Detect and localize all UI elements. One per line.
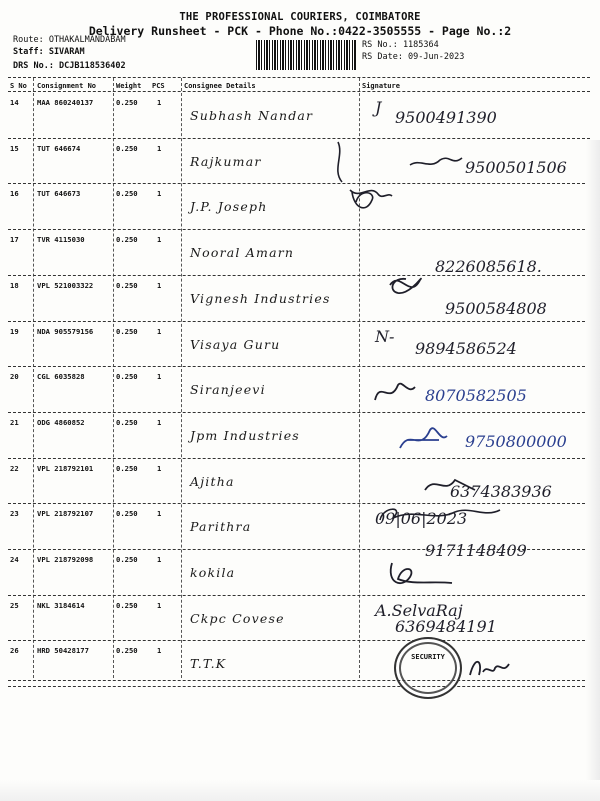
row-divider bbox=[8, 321, 590, 322]
row-pcs: 1 bbox=[157, 646, 162, 656]
row-consignee: Jpm Industries bbox=[190, 427, 300, 443]
row-consignee: kokila bbox=[190, 565, 236, 580]
col-consignment: Consignment No bbox=[37, 82, 97, 90]
row-signature-phone: 6369484191 bbox=[395, 616, 497, 636]
column-header-divider bbox=[8, 91, 590, 92]
row-consignment-no: MAA 860240137 bbox=[37, 98, 94, 107]
column-separator bbox=[33, 78, 34, 678]
row-pcs: 1 bbox=[157, 600, 162, 610]
row-weight: 0.250 bbox=[116, 326, 138, 336]
row-consignment-no: NDA 905579156 bbox=[37, 326, 94, 336]
row-pcs: 1 bbox=[157, 143, 162, 153]
row-weight: 0.250 bbox=[116, 372, 138, 382]
row-consignment-no: TUT 646673 bbox=[37, 189, 81, 199]
row-pcs: 1 bbox=[157, 417, 162, 427]
row-sno: 24 bbox=[10, 555, 19, 564]
row-divider bbox=[8, 412, 590, 413]
col-weight: Weight bbox=[116, 82, 142, 90]
row-signature-name: N- bbox=[375, 326, 395, 346]
drs-number: DRS No.: DCJB118536402 bbox=[13, 61, 126, 71]
row-weight: 0.250 bbox=[116, 189, 138, 199]
row-consignee: T.T.K bbox=[190, 656, 227, 672]
row-consignee: Rajkumar bbox=[190, 153, 262, 169]
row-consignee: Parithra bbox=[190, 519, 252, 535]
row-consignee: Nooral Amarn bbox=[190, 245, 295, 261]
row-signature-phone: 9171148409 bbox=[425, 541, 527, 561]
row-consignee: Ajitha bbox=[190, 473, 235, 489]
row-divider bbox=[8, 686, 590, 687]
row-consignment-no: TUT 646674 bbox=[37, 143, 81, 153]
row-sno: 26 bbox=[10, 646, 19, 656]
stamp-text: SECURITY bbox=[411, 653, 445, 661]
row-sno: 15 bbox=[10, 143, 19, 153]
col-signature: Signature bbox=[362, 82, 400, 90]
row-consignment-no: ODG 4860852 bbox=[37, 417, 85, 427]
row-sno: 19 bbox=[10, 326, 19, 336]
row-signature-phone: 9750800000 bbox=[465, 431, 567, 451]
row-consignment-no: VPL 218792098 bbox=[37, 555, 94, 564]
col-sno: S No bbox=[10, 82, 27, 90]
row-consignment-no: VPL 218792107 bbox=[37, 509, 94, 519]
col-consignee: Consignee Details bbox=[184, 82, 256, 90]
row-signature-phone: 8070582505 bbox=[425, 386, 527, 406]
row-pcs: 1 bbox=[157, 235, 162, 245]
row-divider bbox=[8, 366, 590, 367]
col-pcs: PCS bbox=[152, 82, 165, 90]
row-consignee: Visaya Guru bbox=[190, 336, 281, 352]
row-consignment-no: NKL 3184614 bbox=[37, 600, 85, 610]
row-weight: 0.250 bbox=[116, 417, 138, 427]
row-sno: 25 bbox=[10, 600, 19, 610]
rs-number: RS No.: 1185364 bbox=[362, 40, 439, 50]
row-signature-phone: 6374383936 bbox=[450, 481, 552, 501]
row-weight: 0.250 bbox=[116, 600, 138, 610]
row-pcs: 1 bbox=[157, 98, 162, 107]
row-divider bbox=[8, 275, 590, 276]
row-sno: 18 bbox=[10, 280, 19, 290]
company-title: THE PROFESSIONAL COURIERS, COIMBATORE bbox=[179, 11, 421, 23]
row-consignment-no: CGL 6035828 bbox=[37, 372, 85, 382]
row-sno: 22 bbox=[10, 463, 19, 473]
row-signature-name: A.SelvaRaj bbox=[375, 600, 463, 620]
row-consignment-no: VPL 218792101 bbox=[37, 463, 94, 473]
row-weight: 0.250 bbox=[116, 555, 138, 564]
row-weight: 0.250 bbox=[116, 280, 138, 290]
barcode bbox=[256, 40, 356, 70]
row-consignment-no: VPL 521003322 bbox=[37, 280, 94, 290]
signature-scribble bbox=[395, 418, 455, 458]
row-signature-phone: 8226085618. bbox=[435, 257, 542, 277]
row-consignee: Vignesh Industries bbox=[190, 290, 331, 306]
row-sno: 16 bbox=[10, 189, 19, 199]
row-divider bbox=[8, 549, 590, 550]
row-weight: 0.250 bbox=[116, 235, 138, 245]
row-weight: 0.250 bbox=[116, 143, 138, 153]
rs-date: RS Date: 09-Jun-2023 bbox=[362, 52, 465, 62]
row-sno: 17 bbox=[10, 235, 19, 245]
row-pcs: 1 bbox=[157, 555, 162, 564]
security-stamp bbox=[394, 637, 462, 699]
row-consignee: Siranjeevi bbox=[190, 382, 266, 398]
row-consignment-no: HRD 50428177 bbox=[37, 646, 89, 656]
row-weight: 0.250 bbox=[116, 509, 138, 519]
row-consignee: Subhash Nandar bbox=[190, 108, 314, 123]
row-consignment-no: TVR 4115030 bbox=[37, 235, 85, 245]
signature-scribble bbox=[330, 130, 530, 230]
row-pcs: 1 bbox=[157, 463, 162, 473]
row-sno: 21 bbox=[10, 417, 19, 427]
row-sno: 20 bbox=[10, 372, 19, 382]
row-sno: 14 bbox=[10, 98, 19, 107]
route-label: Route: OTHAKALMANDABAM bbox=[13, 35, 126, 45]
row-signature-name: J bbox=[375, 98, 382, 117]
row-weight: 0.250 bbox=[116, 98, 138, 107]
scan-edge-shadow bbox=[586, 140, 600, 801]
row-signature-phone: 9894586524 bbox=[415, 338, 517, 358]
row-divider bbox=[8, 595, 590, 596]
row-signature-phone: 9500584808 bbox=[445, 298, 547, 318]
row-pcs: 1 bbox=[157, 326, 162, 336]
column-separator bbox=[113, 78, 114, 678]
signature-scribble bbox=[382, 555, 462, 595]
row-weight: 0.250 bbox=[116, 646, 138, 656]
column-separator bbox=[181, 78, 182, 678]
signature-scribble bbox=[370, 375, 420, 410]
signature-scribble bbox=[375, 500, 505, 530]
scan-edge-shadow bbox=[0, 780, 600, 801]
row-pcs: 1 bbox=[157, 189, 162, 199]
row-weight: 0.250 bbox=[116, 463, 138, 473]
row-signature-phone: 9500501506 bbox=[465, 157, 567, 177]
runsheet-subtitle: Delivery Runsheet - PCK - Phone No.:0422-3505555 - Page No.:2 bbox=[88, 24, 512, 38]
table-end-divider bbox=[8, 680, 590, 681]
row-pcs: 1 bbox=[157, 280, 162, 290]
row-signature-phone: 9500491390 bbox=[395, 108, 497, 127]
row-signature-name: 09|06|2023 bbox=[375, 509, 468, 529]
row-consignee: Ckpc Covese bbox=[190, 610, 285, 626]
signature-scribble bbox=[420, 470, 480, 500]
header-divider bbox=[8, 77, 590, 78]
row-consignee: J.P. Joseph bbox=[190, 199, 268, 215]
row-pcs: 1 bbox=[157, 372, 162, 382]
row-divider bbox=[8, 640, 590, 641]
row-divider bbox=[8, 458, 590, 459]
signature-scribble bbox=[380, 265, 450, 305]
staff-label: Staff: SIVARAM bbox=[13, 47, 85, 57]
row-pcs: 1 bbox=[157, 509, 162, 519]
row-sno: 23 bbox=[10, 509, 19, 519]
